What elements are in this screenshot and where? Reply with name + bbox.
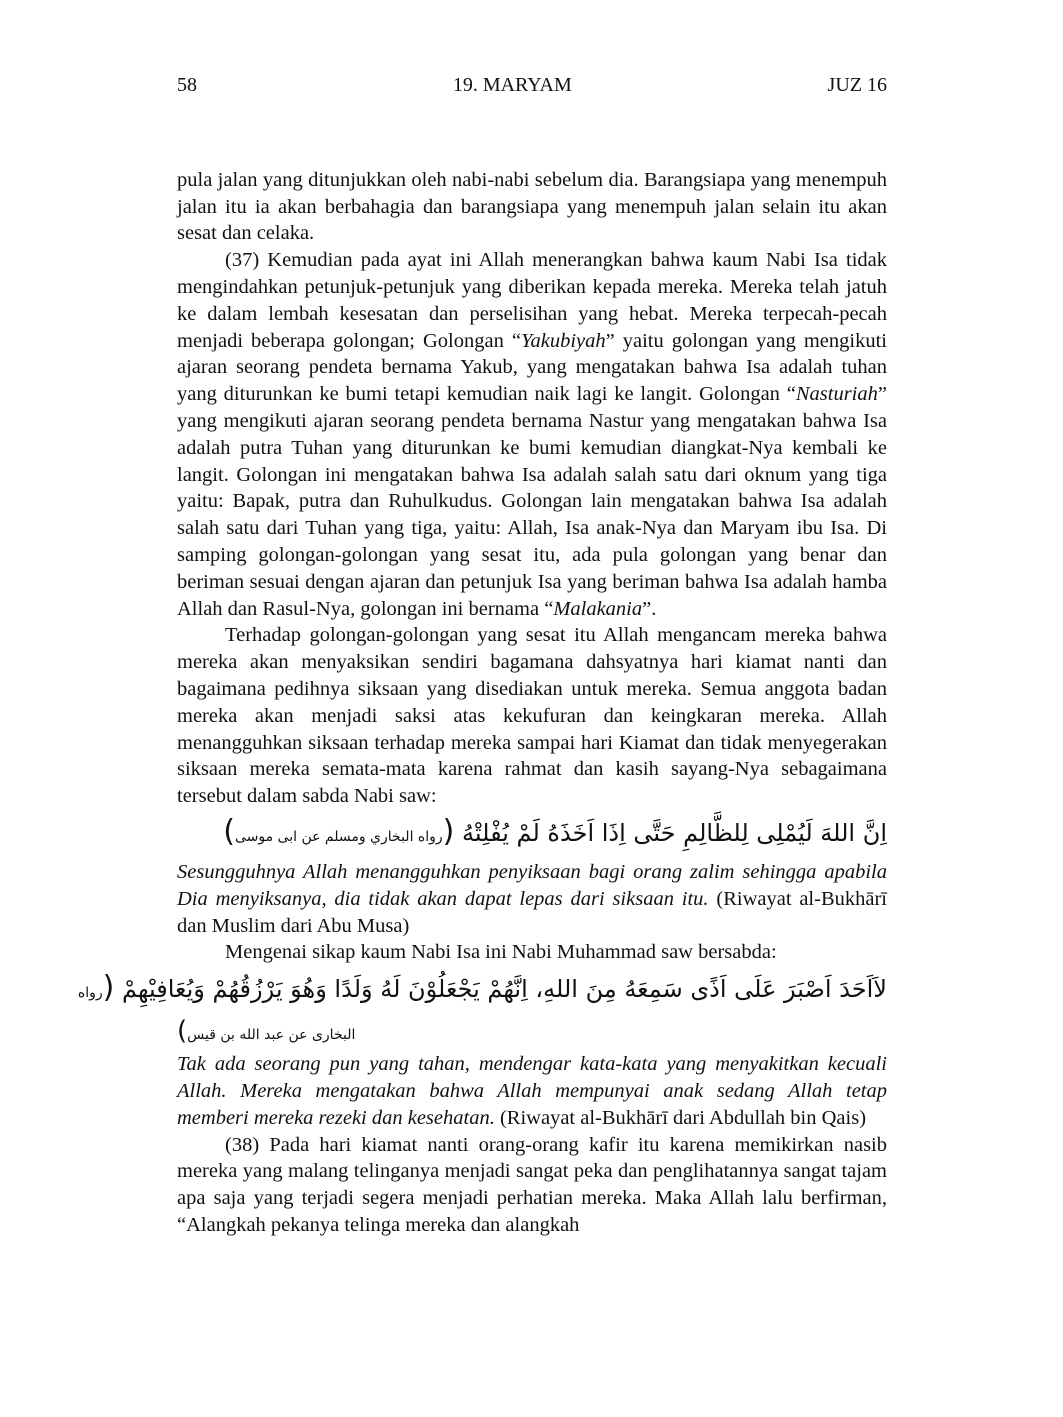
paragraph-38: (38) Pada hari kiamat nanti orang-orang kafir itu karena memikirkan nasib mereka yang malang telinganya menjadi sangat peka dan penglihatannya sangat tajam apa saja yang terjadi segera menjadi perhatian mereka. Maka Allah lalu berfirman, “Alangkah pekanya telinga mereka dan alangkah [177,1133,887,1236]
hadith-1-source: رواه البخاري ومسلم عن ابى موسى [234,828,443,845]
document-page [77,72,888,1239]
paragraph-3: Terhadap golongan-golongan yang sesat itu Allah mengancam mereka bahwa mereka akan menyaksikan sendiri bagamana dahsyatnya hari kiamat nanti dan bagaimana pedihnya siksaan yang disediakan untuk mereka. Semua anggota badan mereka akan menjadi saksi atas kekufuran dan keingkaran mereka. Allah menangguhkan siksaan terhadap mereka sampai hari Kiamat dan tidak menyegerakan siksaan mereka semata-mata karena rahmat dan kasih sayang-Nya sebagaimana tersebut dalam sabda Nabi saw: [177,624,887,808]
chapter-title: 19. MARYAM [452,74,572,96]
page-number: 58 [177,74,197,96]
hadith-1-translation: Sesungguhnya Allah menangguhkan penyiksaan bagi orang zalim sehingga apabila Dia menyiksanya, dia tidak akan dapat lepas dari siksaan itu. (Riwayat al-Bukhārī dan Muslim dari Abu Musa) [177,860,888,937]
paragraph-1: pula jalan yang ditunjukkan oleh nabi-nabi sebelum dia. Barangsiapa yang menempuh jalan itu ia akan berbahagia dan barangsiapa yang menempuh jalan selain itu akan sesat dan celaka. [177,168,887,245]
term-malakania: Malakania [553,597,643,620]
hadith-2-source-line: البخارى عن عبد الله بن قيس) [177,1016,356,1047]
term-nasturiah: Nasturiah [795,383,878,406]
hadith-1-riwayat: (Riwayat al-Bukhārī dan Muslim dari Abu Musa) [177,887,888,937]
page-header [177,72,887,99]
hadith-2-source-end: البخارى عن عبد الله بن قيس [187,1027,356,1044]
hadith-1-arabic: اِنَّ اللهَ لَيُمْلِى لِلظَّالِمِ حَتَّى اِذَا اَخَذَهُ لَمْ يُفْلِتْهُ (رواه البخاري ومسلم عن ابى موسى) [223,813,887,849]
hadith-2-translation: Tak ada seorang pun yang tahan, mendengar kata-kata yang menyakitkan kecuali Allah. Mereka mengatakan bahwa Allah mempunyai anak sedang Allah tetap memberi mereka rezeki dan kesehatan. (Riwayat al-Bukhārī dari Abdullah bin Qais) [177,1053,887,1129]
term-yakubiyah: Yakubiyah [520,329,606,352]
hadith-2-source-start: رواه [77,985,103,1002]
paragraph-4: Mengenai sikap kaum Nabi Isa ini Nabi Muhammad saw bersabda: [225,941,777,964]
juz-label: JUZ 16 [827,74,887,96]
paragraph-37: (37) Kemudian pada ayat ini Allah menerangkan bahwa kaum Nabi Isa tidak mengindahkan petunjuk-petunjuk yang diberikan kepada mereka. Mereka telah jatuh ke dalam lembah kesesatan dan perselisihan yang hebat. Mereka terpecah-pecah menjadi beberapa golongan; Golongan “Yakubiyah” yaitu golongan yang mengikuti ajaran seorang pendeta bernama Yakub, yang mengatakan bahwa Isa adalah tuhan yang diturunkan ke bumi tetapi kemudian naik lagi ke langit. Golongan “Nasturiah” yang mengikuti ajaran seorang pendeta bernama Nastur yang mengatakan bahwa Isa adalah putra Tuhan yang diturunkan ke bumi kemudian diangkat-Nya kembali ke langit. Golongan ini mengatakan bahwa Isa adalah salah satu dari oknum yang tiga yaitu: Bapak, putra dan Ruhulkudus. Golongan lain mengatakan bahwa Isa adalah salah satu dari Tuhan yang tiga, yaitu: Allah, Isa anak-Nya dan Maryam ibu Isa. Di samping golongan-golongan yang sesat itu, ada pula golongan yang benar dan beriman sesuai dengan ajaran dan petunjuk Isa yang beriman bahwa Isa adalah hamba Allah dan Rasul-Nya, golongan ini bernama “Malakania”. [177,249,887,620]
hadith-2-riwayat: (Riwayat al-Bukhārī dari Abdullah bin Qais) [499,1106,867,1129]
hadith-2-arabic: لاَاَحَدَ اَصْبَرَ عَلَى اَذًى سَمِعَهُ مِنَ اللهِ، اِنَّهُمْ يَجْعَلُوْنَ لَهُ وَلَدًا وَهُوَ يَرْزُقُهُمْ وَيُعَافِيْهِمْ (رواه [77,970,887,1006]
